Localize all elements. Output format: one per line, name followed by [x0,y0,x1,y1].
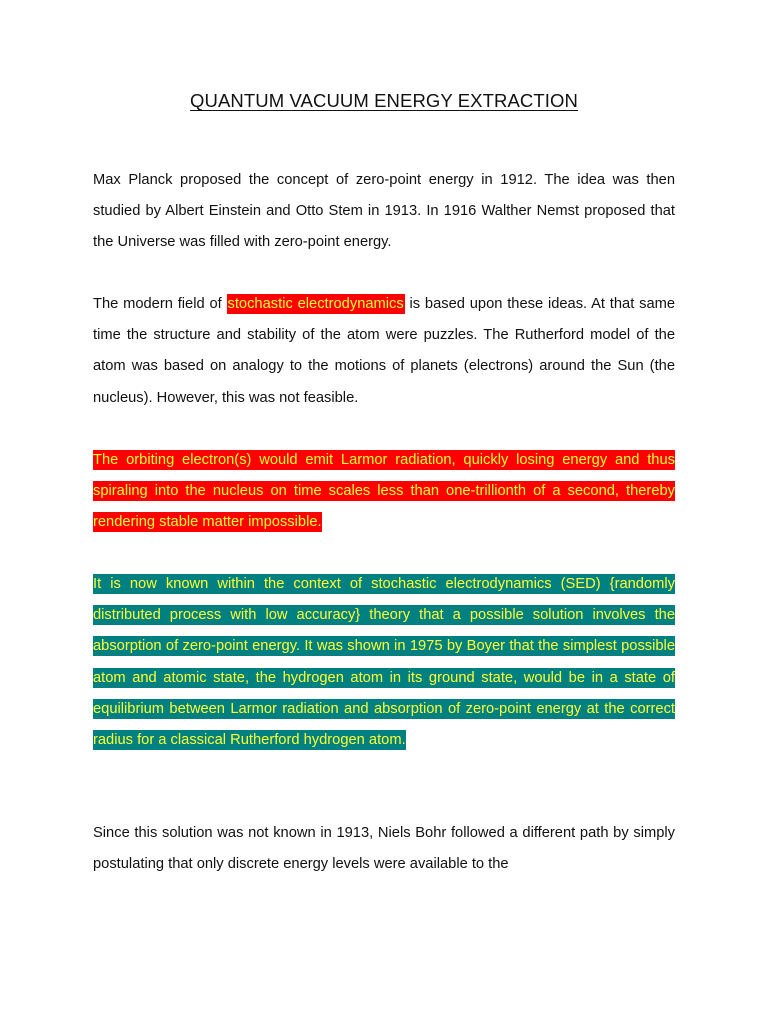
paragraph-text-before-highlight: The modern field of [93,296,227,312]
paragraph-larmor-radiation [93,445,675,539]
document-title: QUANTUM VACUUM ENERGY EXTRACTION [190,90,578,111]
paragraph-planck: Max Planck proposed the concept of zero-point energy in 1912. The idea was then studied by Albert Einstein and Otto Stem in 1913. In 1916 Walther Nemst proposed that the Universe was filled with zero-point energy. [93,172,675,251]
highlighted-term: stochastic electrodynamics [227,296,404,312]
paragraph-text-after-highlight: is based upon these ideas. At that same time the structure and stability of the atom were puzzles. The Rutherford model of the atom was based on analogy to the motions of planets (electrons) around the Sun (the nucleus). However, this was not feasible. [93,296,676,406]
paragraph-sed-theory [93,569,675,756]
paragraph-stochastic-electrodynamics [93,289,675,414]
teal-highlighted-text: It is now known within the context of stochastic electrodynamics (SED) {randomly distributed process with low accuracy} theory that a possible solution involves the absorption of zero-point energy. It was shown in 1975 by Boyer that the simplest possible atom and atomic state, the hydrogen atom in its ground state, would be in a state of equilibrium between Larmor radiation and absorption of zero-point energy at the correct radius for a classical Rutherford hydrogen atom. [93,576,675,749]
red-highlighted-text: The orbiting electron(s) would emit Larmor radiation, quickly losing energy and thus spiraling into the nucleus on time scales less than one-trillionth of a second, thereby rendering stable matter impossible. [93,452,675,531]
paragraph-bohr: Since this solution was not known in 1913, Niels Bohr followed a different path by simply postulating that only discrete energy levels were available to the [93,825,675,873]
